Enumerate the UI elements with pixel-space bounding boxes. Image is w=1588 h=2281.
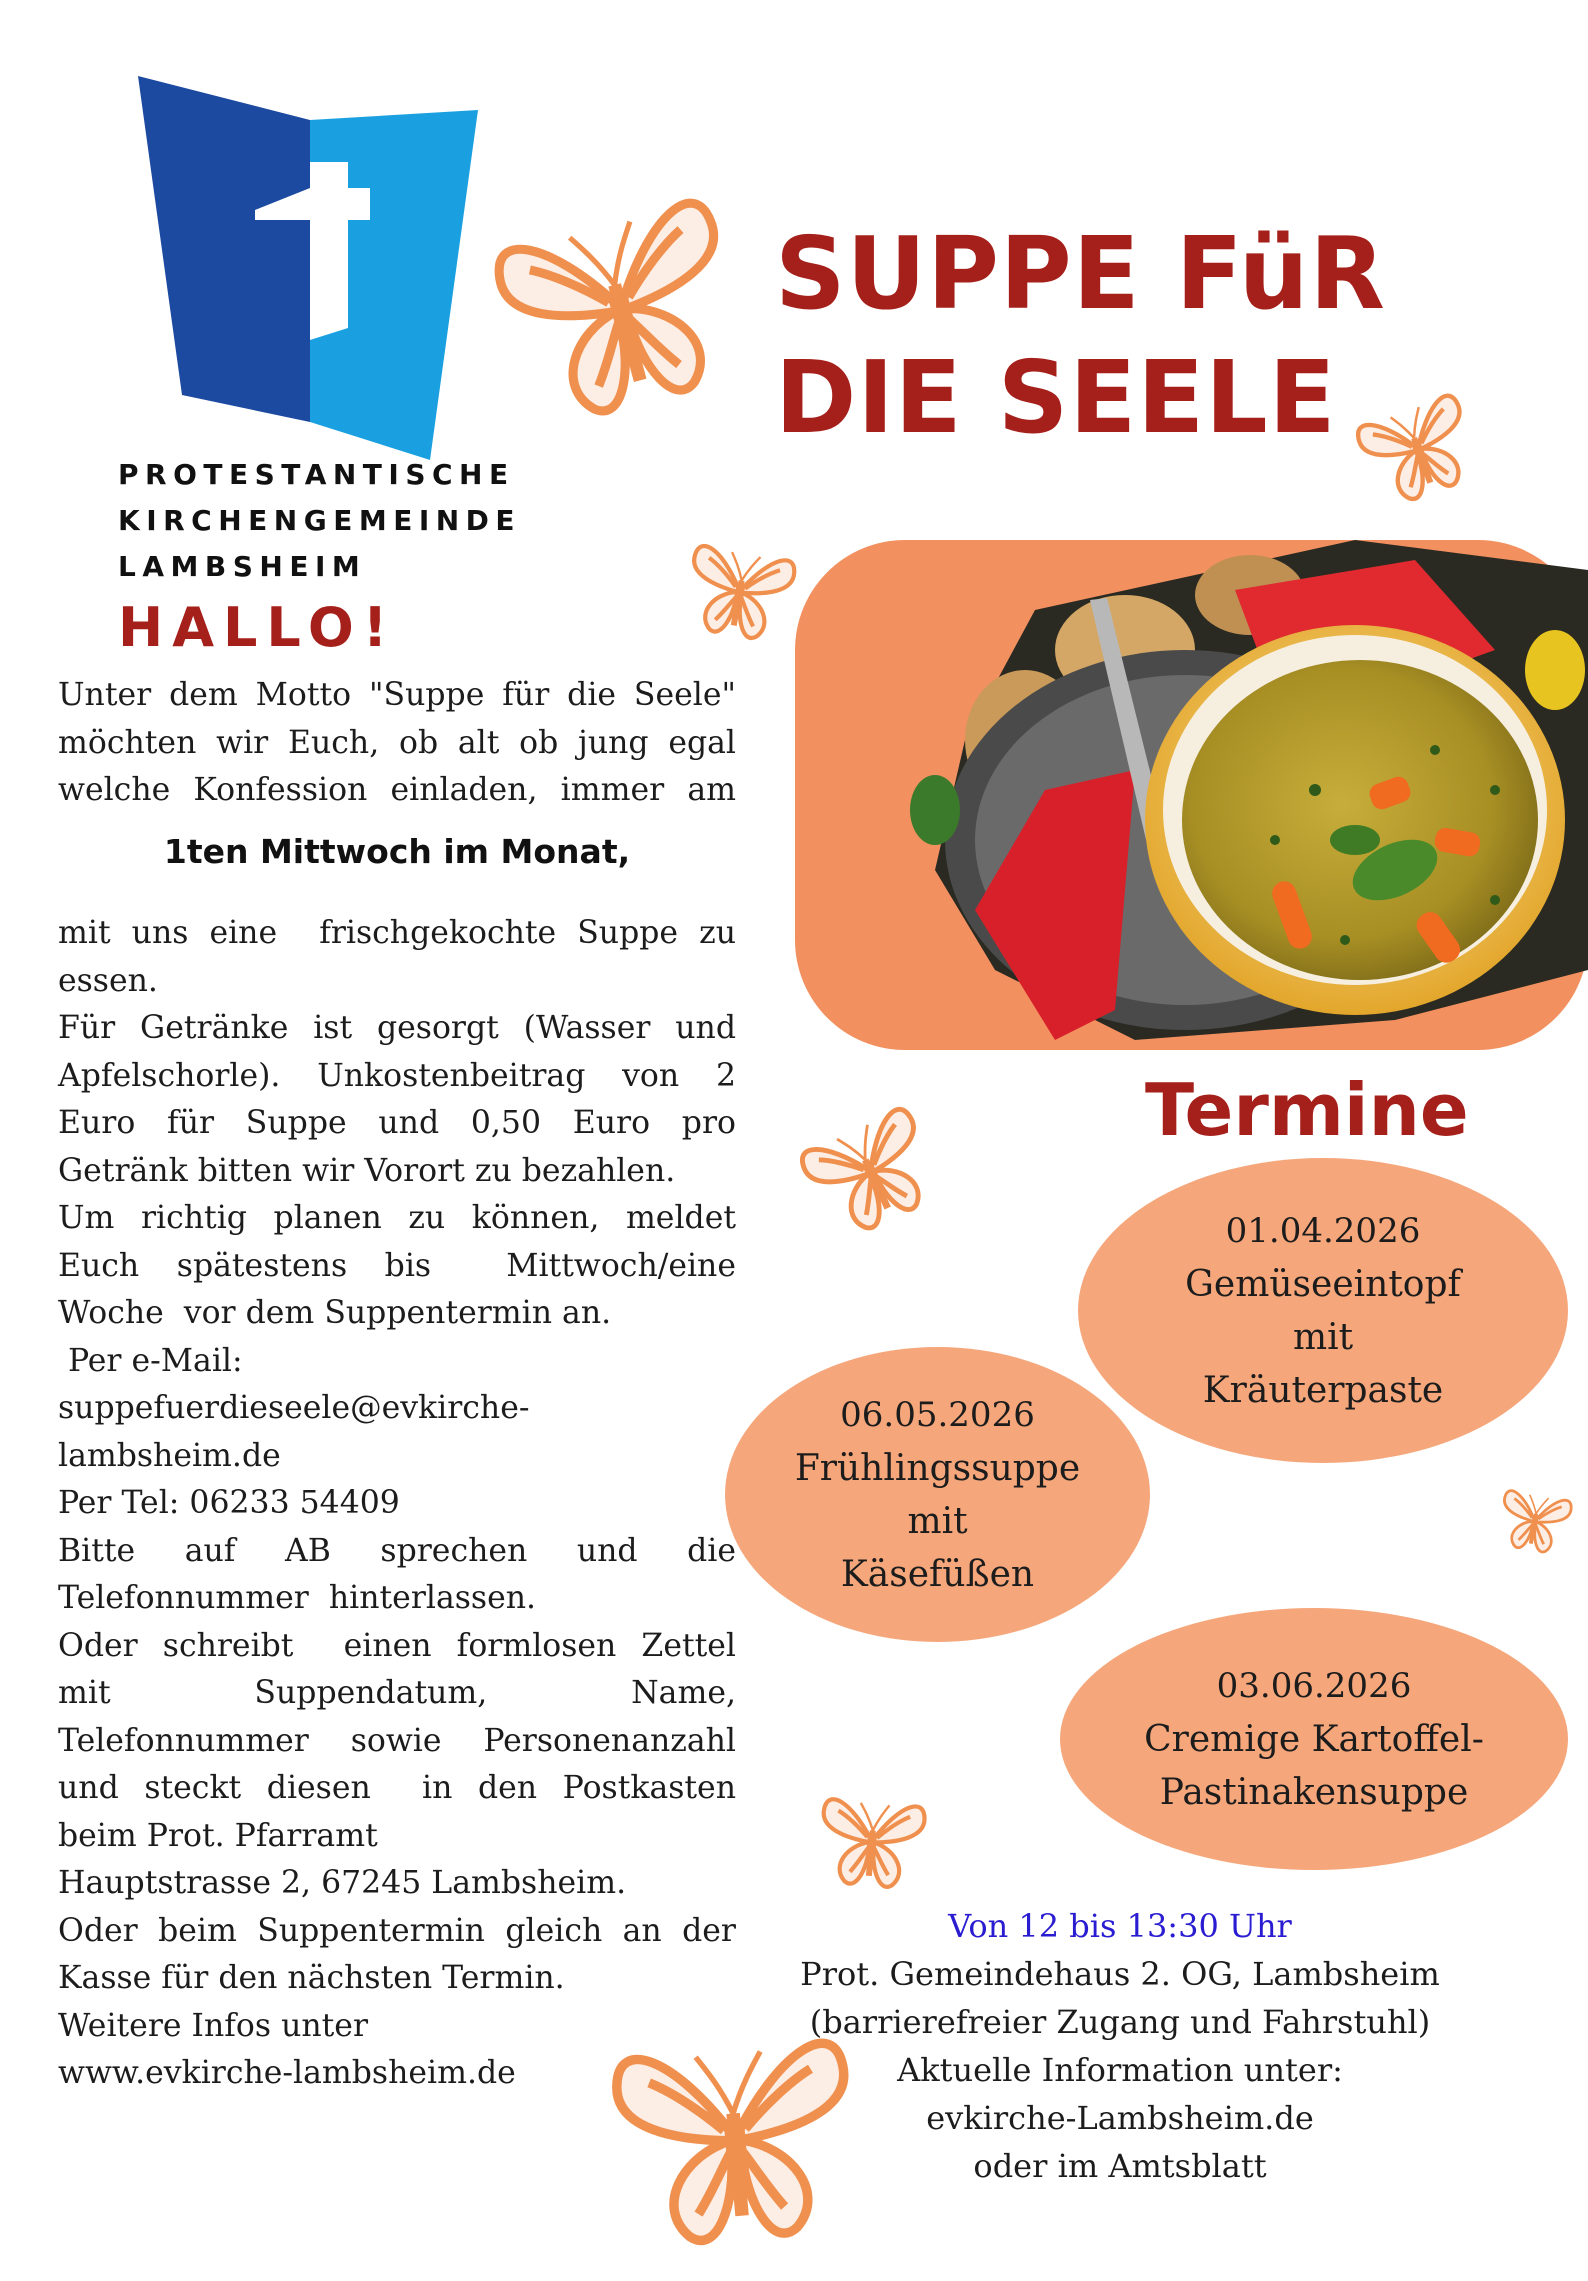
body-line: mit Suppendatum, Name, <box>58 1675 736 1711</box>
website-link[interactable]: evkirche-Lambsheim.de <box>926 2099 1314 2137</box>
body-line: Um richtig planen zu können, meldet <box>58 1200 736 1236</box>
body-line: Euro für Suppe und 0,50 Euro pro <box>58 1105 736 1141</box>
intro-text: Unter dem Motto "Suppe für die Seele" möchten wir Euch, ob alt ob jung egal welche Konfession einladen, immer am <box>58 677 736 808</box>
body-line: www.evkirche-lambsheim.de <box>58 2055 516 2091</box>
body-line: Getränk bitten wir Vorort zu bezahlen. <box>58 1152 676 1189</box>
event-location: Prot. Gemeindehaus 2. OG, Lambsheim <box>800 1955 1440 1993</box>
schedule-motto: 1ten Mittwoch im Monat, <box>163 832 631 871</box>
butterfly-icon <box>1355 385 1480 514</box>
church-logo <box>130 70 480 470</box>
butterfly-icon <box>812 1780 932 1904</box>
body-line: Für Getränke ist gesorgt (Wasser und <box>58 1010 736 1046</box>
body-line: Woche vor dem Suppentermin an. <box>58 1295 612 1331</box>
body-line: Oder beim Suppentermin gleich an der <box>58 1912 736 1949</box>
body-line: essen. <box>58 962 158 999</box>
body-line: Telefonnummer sowie Personenanzahl <box>58 1722 736 1759</box>
body-line: Kasse für den nächsten Termin. <box>58 1960 565 1996</box>
event-time: Von 12 bis 13:30 Uhr <box>948 1907 1292 1945</box>
body-text <box>58 910 736 2098</box>
termin-card-2: 06.05.2026 Frühlingssuppe mit Käsefüßen <box>725 1347 1150 1642</box>
organization-name: PROTESTANTISCHE KIRCHENGEMEINDE LAMBSHEIM <box>118 458 522 583</box>
accessibility-note: (barrierefreier Zugang und Fahrstuhl) <box>809 2003 1431 2041</box>
butterfly-icon <box>1495 1480 1575 1564</box>
body-line: und steckt diesen in den Postkasten <box>58 1770 736 1806</box>
butterfly-icon <box>680 530 800 654</box>
termin-card-3: 03.06.2026 Cremige Kartoffel- Pastinakensuppe <box>1060 1608 1568 1870</box>
termine-heading: Termine <box>1145 1068 1469 1152</box>
body-line: beim Prot. Pfarramt <box>58 1817 378 1854</box>
body-line: Bitte auf AB sprechen und die <box>58 1532 736 1569</box>
body-line: Hauptstrasse 2, 67245 Lambsheim. <box>58 1865 627 1901</box>
body-line: lambsheim.de <box>58 1437 281 1474</box>
body-line: Oder schreibt einen formlosen Zettel <box>58 1627 736 1664</box>
body-line: Euch spätestens bis Mittwoch/eine <box>58 1247 736 1284</box>
event-info: Von 12 bis 13:30 Uhr Prot. Gemeindehaus 2. OG, Lambsheim (barrierefreier Zugang und Fahrstuhl) Aktuelle Information unter: evkirche-Lambsheim.de oder im Amtsblatt <box>760 1902 1480 2190</box>
body-line: Apfelschorle). Unkostenbeitrag von 2 <box>58 1057 736 1094</box>
body-line: Weitere Infos unter <box>58 2007 369 2044</box>
soup-photo <box>795 540 1588 1050</box>
body-line: Per e-Mail: <box>58 1342 243 1379</box>
butterfly-icon <box>490 175 750 439</box>
body-line: Per Tel: 06233 54409 <box>58 1485 400 1521</box>
body-line: Telefonnummer hinterlassen. <box>58 1580 537 1616</box>
butterfly-icon <box>600 2000 870 2274</box>
body-line: mit uns eine frischgekochte Suppe zu <box>58 915 736 951</box>
body-line: suppefuerdieseele@evkirche- <box>58 1390 530 1426</box>
butterfly-icon <box>800 1100 940 1244</box>
page-title: SUPPE FüR DIE SEELE <box>775 215 1386 456</box>
greeting: HALLO! <box>118 596 397 659</box>
termin-card-1: 01.04.2026 Gemüseeintopf mit Kräuterpaste <box>1078 1158 1568 1463</box>
